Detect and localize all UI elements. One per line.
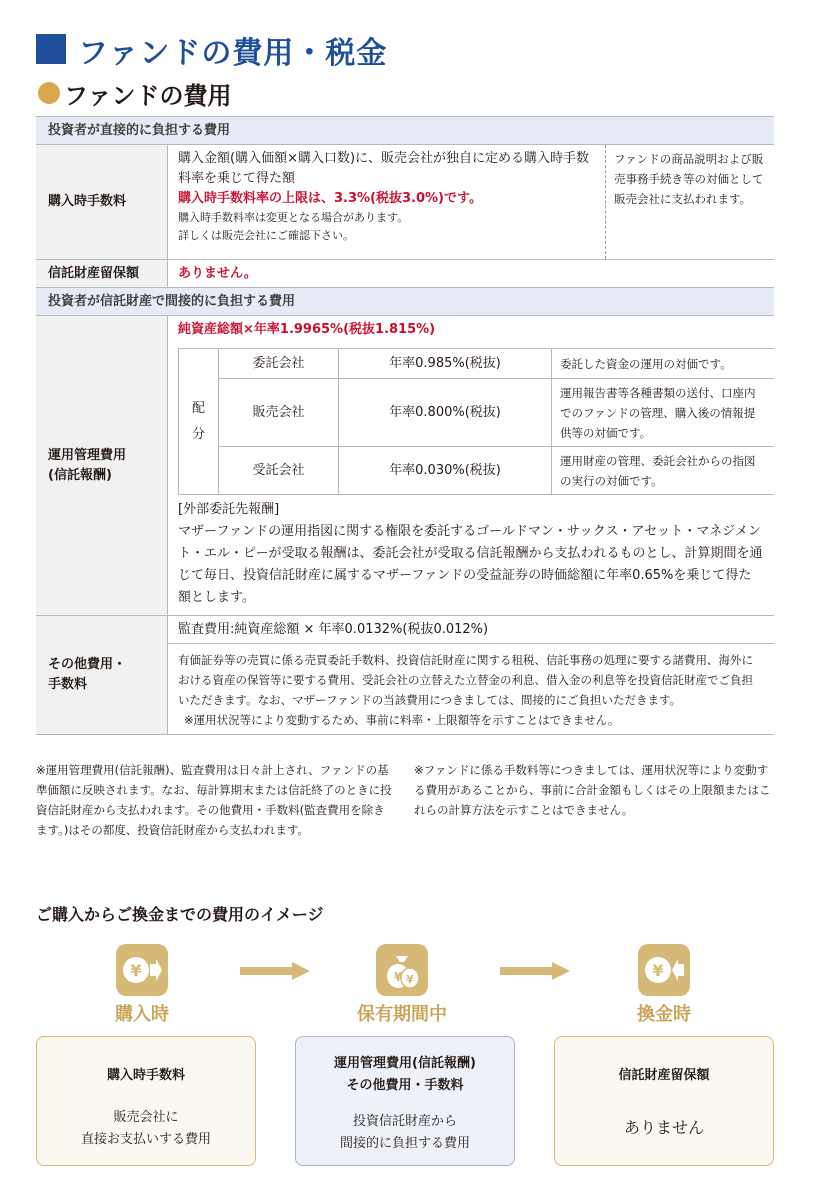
purchase-fee-row — [36, 145, 774, 260]
allocation-row — [219, 447, 774, 495]
allocation-rows — [219, 349, 774, 495]
allocation-desc: 委託した資金の運用の対価です。 — [560, 356, 732, 371]
section-subtitle: ファンドの費用 — [64, 82, 232, 110]
redemption-cost-head: 信託財産留保額 — [618, 1068, 710, 1083]
arrow-right-icon — [240, 962, 312, 980]
purchase-cost-text2: 直接お支払いする費用 — [80, 1132, 211, 1147]
purchase-cost-text1: 販売会社に — [113, 1110, 179, 1125]
allocation-table — [178, 348, 774, 495]
other-fee-note: ※運用状況等により変動するため、事前に料率・上限額等を示すことはできません。 — [184, 713, 620, 727]
yen-in-icon — [116, 944, 168, 996]
audit-fee: 監査費用:純資産総額 × 年率0.0132%(税抜0.012%) — [168, 616, 774, 644]
svg-text:¥: ¥ — [652, 961, 664, 980]
management-fee-label-line1: 運用管理費用 — [48, 447, 127, 463]
allocation-row — [219, 379, 774, 447]
stage-purchase-label: 購入時 — [115, 1004, 169, 1025]
purchase-fee-text: 購入金額(購入価額×購入口数)に、販売会社が独自に定める購入時手数料率を乗じて得た額 — [178, 151, 590, 186]
svg-text:¥: ¥ — [393, 970, 403, 984]
other-fee-detail — [168, 644, 774, 734]
retention-value: ありません。 — [178, 266, 257, 281]
indirect-section-header: 投資者が信託財産で間接的に負担する費用 — [36, 288, 774, 316]
holding-cost-box — [295, 1036, 515, 1166]
svg-text:¥: ¥ — [406, 973, 414, 986]
allocation-rate: 年率0.800%(税抜) — [339, 379, 552, 446]
allocation-rate: 年率0.985%(税抜) — [339, 349, 552, 378]
page-title: ファンドの費用・税金 — [78, 36, 388, 71]
stage-holding-label: 保有期間中 — [357, 1004, 447, 1025]
footnote-right: ※ファンドに係る手数料等につきましては、運用状況等により変動する費用があることから、事前に合計金額もしくはその上限額またはこれらの計算方法を示すことはできません。 — [414, 763, 771, 817]
other-fee-label — [36, 616, 168, 734]
purchase-cost-box — [36, 1036, 256, 1166]
yen-out-icon — [638, 944, 690, 996]
retention-row — [36, 260, 774, 288]
money-bag-icon — [376, 944, 428, 996]
other-fee-label-line1: その他費用・ — [48, 657, 127, 672]
allocation-row — [219, 349, 774, 379]
direct-section-header: 投資者が直接的に負担する費用 — [36, 117, 774, 145]
external-fee-text: マザーファンドの運用指図に関する権限を委託するゴールドマン・サックス・アセット・マネジメント・エル・ピーが受取る報酬は、委託会社が受取る信託報酬から支払われるものとし、計算期間を通じて毎日、投資信託財産に属するマザーファンドの受益証券の時価総額に年率0.65%を乗じて得た額とします。 — [178, 524, 763, 605]
purchase-fee-main — [168, 145, 606, 259]
svg-text:¥: ¥ — [130, 961, 142, 980]
allocation-company: 販売会社 — [219, 379, 339, 446]
purchase-fee-side-note: ファンドの商品説明および販売事務手続き等の対価として販売会社に支払われます。 — [614, 152, 764, 206]
redemption-cost-box — [554, 1036, 774, 1166]
allocation-rate: 年率0.030%(税抜) — [339, 447, 552, 494]
title-square-icon — [36, 34, 66, 64]
allocation-desc: 運用報告書等各種書類の送付、口座内でのファンドの管理、購入後の情報提供等の対価です。 — [560, 385, 756, 440]
holding-cost-text1: 投資信託財産から — [352, 1114, 457, 1129]
allocation-label-char2: 分 — [191, 426, 205, 442]
allocation-company: 受託会社 — [219, 447, 339, 494]
flow-title: ご購入からご換金までの費用のイメージ — [36, 905, 324, 924]
management-fee-body — [168, 316, 774, 615]
purchase-fee-limit: 購入時手数料率の上限は、3.3%(税抜3.0%)です。 — [178, 191, 482, 206]
other-fee-row — [36, 616, 774, 735]
footnotes — [36, 760, 776, 840]
management-fee-label-line2: (信託報酬) — [48, 467, 112, 483]
purchase-cost-head: 購入時手数料 — [106, 1068, 185, 1083]
allocation-desc: 運用財産の管理、委託会社からの指図の実行の対価です。 — [560, 453, 756, 488]
management-fee-total: 純資産総額×年率1.9965%(税抜1.815%) — [178, 322, 436, 337]
purchase-fee-body — [168, 145, 774, 259]
bullet-dot-icon — [38, 82, 60, 104]
footnote-left: ※運用管理費用(信託報酬)、監査費用は日々計上され、ファンドの基準価額に反映されます。なお、毎計算期末または信託終了のときに投資信託財産から支払われます。その他費用・手数料(監査費用を除きます。)はその都度、投資信託財産から支払われます。 — [36, 763, 392, 837]
holding-cost-head2: その他費用・手数料 — [346, 1078, 464, 1093]
purchase-fee-note1: 購入時手数料率は変更となる場合があります。 — [178, 211, 409, 224]
redemption-cost-text: ありません — [623, 1118, 704, 1137]
holding-cost-head1: 運用管理費用(信託報酬) — [334, 1056, 476, 1071]
allocation-company: 委託会社 — [219, 349, 339, 378]
retention-body — [168, 260, 774, 287]
other-fee-text: 有価証券等の売買に係る売買委託手数料、投資信託財産に関する租税、信託事務の処理に要する諸費用、海外における資産の保管等に要する費用、受託会社の立替えた立替金の利息、借入金の利息等を投資信託財産でご負担いただきます。なお、マザーファンドの当該費用につきましては、間接的にご負担いただきます。 — [178, 653, 753, 707]
retention-label: 信託財産留保額 — [36, 260, 168, 287]
stage-redemption-label: 換金時 — [637, 1004, 691, 1025]
external-fee — [168, 495, 774, 615]
arrow-right-icon — [500, 962, 572, 980]
holding-cost-text2: 間接的に負担する費用 — [339, 1136, 470, 1151]
purchase-fee-note2: 詳しくは販売会社にご確認下さい。 — [178, 229, 354, 242]
external-fee-head: [外部委託先報酬] — [178, 502, 280, 517]
purchase-fee-label: 購入時手数料 — [36, 145, 168, 259]
management-fee-row — [36, 316, 774, 616]
allocation-label-char1: 配 — [191, 400, 205, 416]
other-fee-label-line2: 手数料 — [48, 677, 88, 692]
allocation-label — [179, 349, 219, 495]
management-fee-label — [36, 316, 168, 615]
fee-table — [36, 116, 774, 735]
other-fee-body — [168, 616, 774, 734]
